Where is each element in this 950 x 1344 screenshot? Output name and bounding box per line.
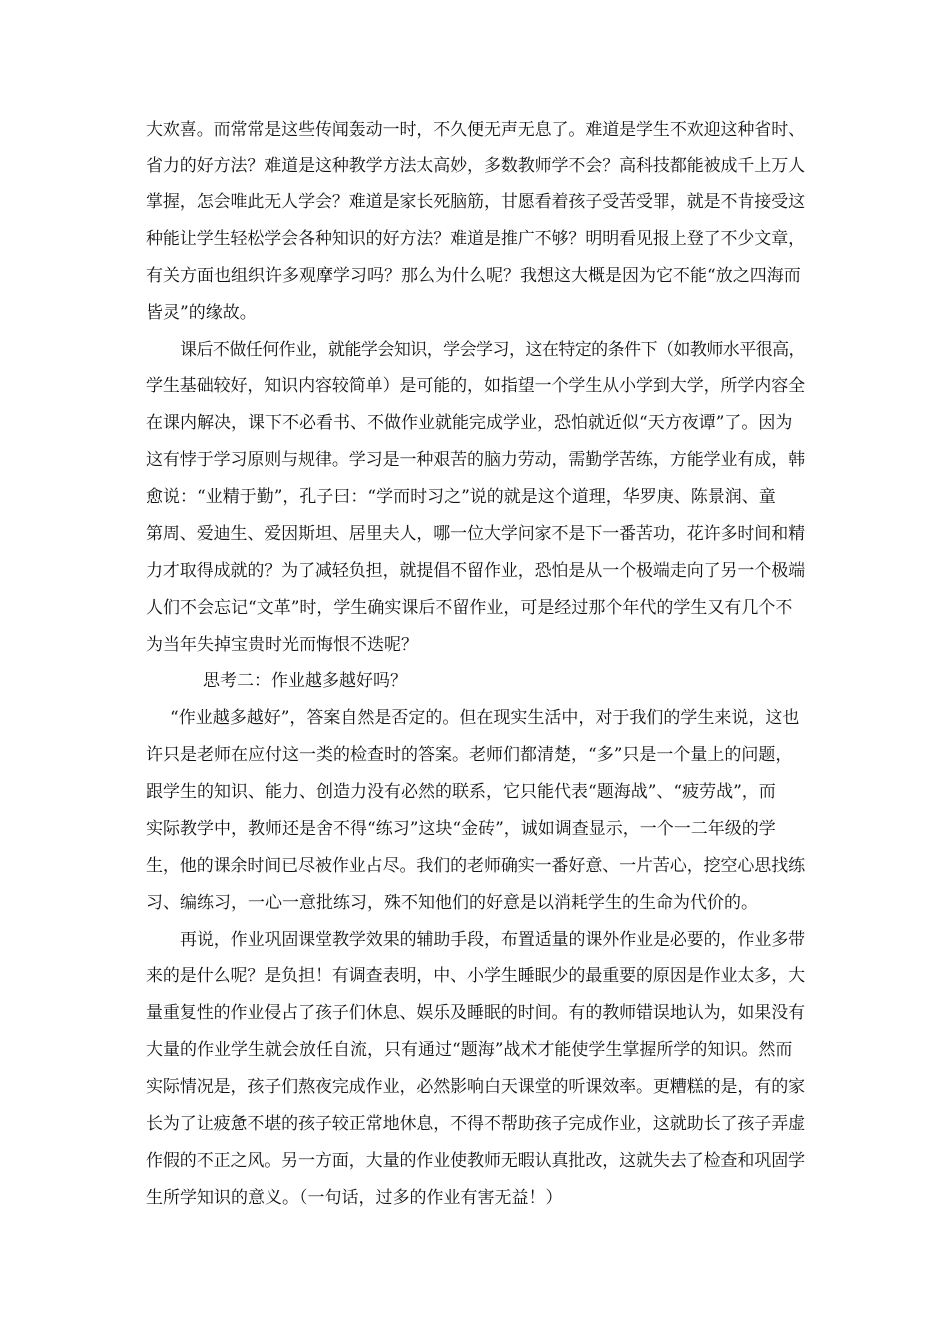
text-line: 在课内解决，课下不必看书、不做作业就能完成学业，恐怕就近似“天方夜谭”了。因为 xyxy=(146,413,793,433)
paragraph-start: “作业越多越好”，答案自然是否定的。但在现实生活中，对于我们的学生来说，这也 xyxy=(170,708,800,728)
text-line: 第周、爱迪生、爱因斯坦、居里夫人，哪一位大学问家不是下一番苦功，花许多时间和精 xyxy=(146,524,805,544)
text-line: 种能让学生轻松学会各种知识的好方法？难道是推广不够？明明看见报上登了不少文章， xyxy=(146,229,805,249)
text-line: 大欢喜。而常常是这些传闻轰动一时，不久便无声无息了。难道是学生不欢迎这种省时、 xyxy=(146,120,805,140)
text-line: 省力的好方法？难道是这种教学方法太高妙，多数教师学不会？高科技都能被成千上万人 xyxy=(146,156,805,176)
text-line: 掌握，怎会唯此无人学会？难道是家长死脑筋，甘愿看着孩子受苦受罪，就是不肯接受这 xyxy=(146,192,805,212)
text-line: 有关方面也组织许多观摩学习吗？那么为什么呢？我想这大概是因为它不能“放之四海而 xyxy=(146,266,801,286)
paragraph-start: 再说，作业巩固课堂教学效果的辅助手段，布置适量的课外作业是必要的，作业多带 xyxy=(180,930,805,950)
text-line: 习、编练习，一心一意批练习，殊不知他们的好意是以消耗学生的生命为代价的。 xyxy=(146,893,758,913)
text-line: 实际情况是，孩子们熬夜完成作业，必然影响白天课堂的听课效率。更糟糕的是，有的家 xyxy=(146,1077,805,1097)
text-line: 生所学知识的意义。（一句话，过多的作业有害无益！） xyxy=(146,1188,563,1208)
text-line: 许只是老师在应付这一类的检查时的答案。老师们都清楚，“多”只是一个量上的问题， xyxy=(146,745,793,765)
text-line: 人们不会忘记“文革”时，学生确实课后不留作业，可是经过那个年代的学生又有几个不 xyxy=(146,598,793,618)
text-line: 大量的作业学生就会放任自流，只有通过“题海”战术才能使学生掌握所学的知识。然而 xyxy=(146,1040,793,1060)
text-line: 生，他的课余时间已尽被作业占尽。我们的老师确实一番好意、一片苦心，挖空心思找练 xyxy=(146,856,805,876)
text-line: 长为了让疲惫不堪的孩子较正常地休息，不得不帮助孩子完成作业，这就助长了孩子弄虚 xyxy=(146,1114,805,1134)
text-line: 作假的不正之风。另一方面，大量的作业使教师无暇认真批改，这就失去了检查和巩固学 xyxy=(146,1151,805,1171)
paragraph-start: 课后不做任何作业，就能学会知识，学会学习，这在特定的条件下（如教师水平很高， xyxy=(180,340,805,360)
text-line: 来的是什么呢？是负担！有调查表明，中、小学生睡眠少的最重要的原因是作业太多，大 xyxy=(146,966,805,986)
text-line: 学生基础较好，知识内容较简单）是可能的，如指望一个学生从小学到大学，所学内容全 xyxy=(146,376,805,396)
text-line: 为当年失掉宝贵时光而悔恨不迭呢？ xyxy=(146,635,418,655)
text-line: 皆灵”的缘故。 xyxy=(146,303,257,323)
text-line: 跟学生的知识、能力、创造力没有必然的联系，它只能代表“题海战”、“疲劳战”，而 xyxy=(146,782,776,802)
text-line: 愈说：“业精于勤”，孔子曰：“学而时习之”说的就是这个道理，华罗庚、陈景润、童 xyxy=(146,487,776,507)
text-line: 力才取得成就的？为了减轻负担，就提倡不留作业，恐怕是从一个极端走向了另一个极端 xyxy=(146,561,805,581)
text-line: 这有悖于学习原则与规律。学习是一种艰苦的脑力劳动，需勤学苦练，方能学业有成，韩 xyxy=(146,450,805,470)
section-heading: 思考二：作业越多越好吗？ xyxy=(203,671,407,691)
text-line: 实际教学中，教师还是舍不得“练习”这块“金砖”，诚如调查显示，一个一二年级的学 xyxy=(146,819,776,839)
text-line: 量重复性的作业侵占了孩子们休息、娱乐及睡眠的时间。有的教师错误地认为，如果没有 xyxy=(146,1003,805,1023)
